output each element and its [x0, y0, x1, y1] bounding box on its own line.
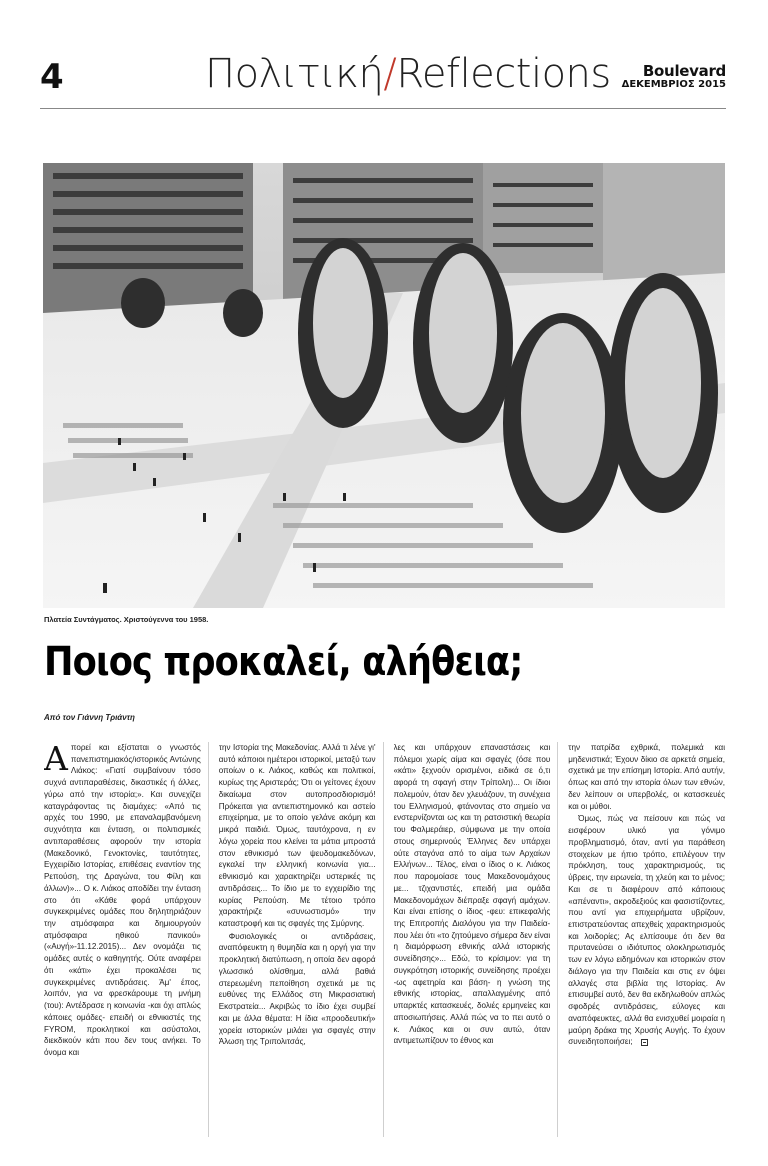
article-paragraph: λες και υπάρχουν επαναστάσεις και πόλεμοι χωρίς αίμα και σφαγές (όσε που «κάτι» ξεχνούν ορισμένοι, ειδικά σε ό,τι αφορά τη σφαγή στην Τρίπολη)... Οι ίδιοι πολεμούν, όταν δεν χλευάζουν, τη συνέχεια του Ελληνισμού, φτάνοντας στο σημείο να ενστερνίζονται ως και τη ρατσιστική θεωρία του Φαλμεράιερ, σύμφωνα με την οποία στους σημερινούς Έλληνες δεν υπάρχει ούτε σταγόνα από το αίμα των Αρχαίων Ελλήνων... Τέλος, είναι ο ίδιος ο κ. Λιάκος που παρομοίασε τους Μακεδονομάχους με... τζιχαντιστές, επειδή μια ομάδα Μακεδονομάχων διέπραξε σφαγή αμάχων. Και είναι επίσης ο ίδιος -φευ: επικεφαλής της Επιτροπής Διαλόγου για την Παιδεία- που λέει ότι «το ζητούμενο σήμερα δεν είναι η διαμόρφωση εθνικής αλλά ιστορικής συνείδησης»... Εδώ, το κρίσιμον: για τη συγκρότηση ιστορικής συνείδησης προέχει -ως αφετηρία και βάση- η γνώση της εθνικής ιστορίας, απαλλαγμένης από υπαρκτές κατασκευές, δολιές ερμηνείες και αποσιωπήσεις. Αλλά πώς να το πει αυτό ο κ. Λιάκος και οι συν αυτώ, όταν αντιμετωπίζουν το έθνος και — [393, 743, 551, 1046]
article-photo — [43, 163, 725, 608]
masthead — [622, 64, 726, 90]
article-paragraph: την Ιστορία της Μακεδονίας. Αλλά τι λένε γι' αυτό κάποιοι ημέτεροι ιστορικοί, μεταξύ των οποίων ο κ. Λιάκος, καθώς και πολιτικοί, κυρίως της Αριστεράς; Ότι οι γείτονες έχουν δικαίωμα στον αυτοπροσδιορισμό! Πρόκειται για αντιεπιστημονικό και αστείο επιχείρημα, με το οποίο γελάνε ακόμη και μικρά παιδιά. Όμως, ταυτόχρονα, η εν λόγω χορεία που κλείνει τα μάτια μπροστά στον εθνικισμό των ψευδομακεδόνων, εγκαλεί την ελληνική κοινωνία για... εθνικισμό και χαρακτηρίζει υστερικές τις αντιδράσεις... Το ίδιο με το εγχειρίδιο της κυρίας Ρεπούση. Με τέτοιο τρόπο χαρακτήριζε «συνωστισμό» την καταστροφή και τις σφαγές της Σμύρνης. — [218, 743, 376, 929]
paragraph-text: πορεί και εξίσταται ο γνωστός πανεπιστημιακός/ιστορικός Αντώνης Λιάκος: «Γιατί συμβαίνουν τόσο συχνά αντιπαραθέσεις, δικαστικές ή άλλες, γύρω από την ιστορία;». Και συνεχίζει καταγράφοντας τις διαμάχες: «Από τις αρχές του 1990, με επαναλαμβανόμενη συχνότητα και ένταση, οι πολιτισμικές αντιπαραθέσεις αφορούν την ιστορία (Μακεδονικό, Γενοκτονίες, ταυτότητες, Εγχειρίδιο Ιστορίας, επιθέσεις εναντίον της Ρεπούση, της Δραγώνα, του Φίλη και άλλων)»... Ο κ. Λιάκος αποδίδει την ένταση στο ότι «Κάθε φορά υπάρχουν συγκεκριμένες ομάδες που δηλητηριάζουν την ατμόσφαιρα και δημιουργούν ατμόσφαιρα ηθικού πανικού» («Αυγή»-11.12.2015)... Δεν ονομάζει τις ομάδες αυτές ο καθηγητής. Ούτε αναφέρει ότι «κάτι» έχει προκαλέσει τις συγκεκριμένες αντιδράσεις. Άμ' έπος, λοιπόν, για να φρεσκάρουμε τη μνήμη (του): Αντέδρασε η κοινωνία -και όχι απλώς κάποιες ομάδες- επειδή οι εθνικιστές της FYROM, προκλητικοί και ασύστολοι, διεκδικούν κάτι που δεν τους ανήκει. Το όνομα και — [44, 743, 201, 1058]
section-title-greek: Πολιτική — [205, 51, 384, 97]
article-paragraph: Φυσιολογικές οι αντιδράσεις, αναπόφευκτη η θυμηδία και η οργή για την προκλητική διατύπωση, η οποία δεν αφορά γλωσσικό ολίσθημα, αλλά βαθιά στερεωμένη πεποίθηση σχετικά με τις ευθύνες της Ελλάδος στη Μικρασιατική Εκστρατεία... Ακριβώς το ίδιο έχει συμβεί και με άλλα θέματα: Η ίδια «προοδευτική» χορεία ιστορικών μιλάει για σφαγές στην Άλωση της Τριπολιτσάς, — [218, 931, 376, 1047]
article-paragraph — [44, 742, 201, 1059]
article-byline: Από τον Γιάννη Τριάντη — [44, 713, 135, 722]
article-column-4 — [568, 742, 725, 1137]
section-title-slash: / — [383, 51, 397, 97]
photo-caption: Πλατεία Συντάγματος. Χριστούγεννα του 1958. — [44, 615, 209, 624]
article-paragraph-last — [568, 813, 725, 1048]
article-paragraph: την πατρίδα εχθρικά, πολεμικά και μηδενιστικά; Έχουν δίκιο σε αρκετά σημεία, σχετικά με την επίσημη Ιστορία. Από αυτήν, όπως και από την ιστορία όλων των εθνών, δεν λείπουν οι υπερβολές, οι κατασκευές και οι μύθοι. — [568, 743, 725, 811]
page-number: 4 — [40, 57, 64, 97]
dropcap: Α — [44, 742, 68, 778]
masthead-issue: ΔΕΚΕΜΒΡΙΟΣ 2015 — [621, 79, 726, 90]
article-column-3 — [394, 742, 559, 1137]
article-headline: Ποιος προκαλεί, αλήθεια; — [44, 639, 523, 685]
end-of-article-square-icon — [641, 1039, 648, 1046]
article-column-1 — [44, 742, 209, 1137]
section-title-english: Reflections — [396, 51, 611, 97]
paragraph-text: Όμως, πώς να πείσουν και πώς να εισφέρουν υλικό για γόνιμο προβληματισμό, όταν, αντί για παράθεση στοιχείων με ήπιο τρόπο, επιλέγουν την πρόκληση, τους χαρακτηρισμούς, τις ύβρεις, την ειρωνεία, τη χλεύη και το μένος; Και σε τι διαφέρουν από κάποιους «απέναντι», ακροδεξιούς και φασιστίζοντες, που αντί για επιχειρήματα υβρίζουν, επιστρατεύοντας απεχθείς χαρακτηρισμούς και λοιδορίες; Ας ελπίσουμε ότι δεν θα πρυτανεύσει ο ιδιότυπος ολοκληρωτισμός των εν λόγω ειδημόνων και ιστορικών στον διάλογο για την Παιδεία και στις εν όψει αλλαγές στα βιβλία της Ιστορίας. Αν επισυμβεί αυτό, δεν θα εκδηλωθούν απλώς σφοδρές αντιδράσεις, εύλογες και αναπόφευκτες, αλλά θα ενισχυθεί μοιραία η μαύρη δράκα της Χρυσής Αυγής. Το έχουν συνειδητοποιήσει; — [568, 814, 725, 1047]
masthead-brand: Boulevard — [642, 62, 726, 80]
header-rule — [40, 108, 726, 109]
section-title — [205, 51, 611, 97]
article-body — [44, 742, 725, 1137]
article-column-2 — [219, 742, 384, 1137]
